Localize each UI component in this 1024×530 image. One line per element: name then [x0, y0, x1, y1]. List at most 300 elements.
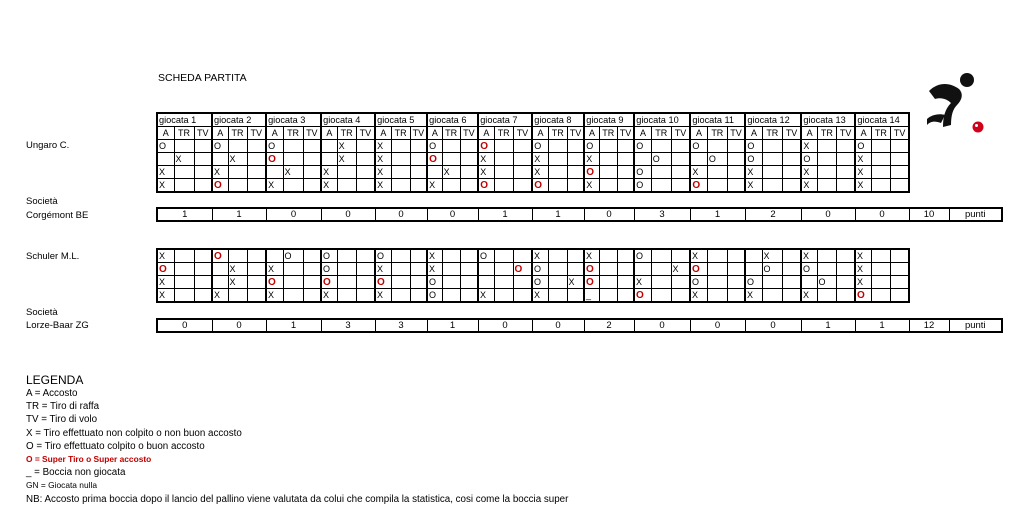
shot-cell: O: [157, 263, 174, 276]
shot-cell: [410, 263, 427, 276]
shot-cell: [599, 140, 617, 153]
shot-cell: [494, 166, 513, 179]
shot-cell: [671, 289, 690, 303]
shot-cell: X: [157, 179, 174, 193]
shot-cell: [410, 166, 427, 179]
shot-cell: [460, 166, 478, 179]
shot-cell: [890, 276, 909, 289]
shot-cell: [247, 153, 266, 166]
shot-cell: [478, 263, 494, 276]
shot-cell: X: [212, 289, 228, 303]
shot-cell: [817, 249, 836, 263]
shot-cell: [494, 263, 513, 276]
shot-cell: [567, 289, 584, 303]
shot-cell: [871, 153, 890, 166]
game-score: 0: [801, 208, 855, 221]
shot-cell: [337, 249, 356, 263]
game-header: giocata 4: [321, 113, 375, 127]
shot-cell: [871, 263, 890, 276]
shot-cell: [871, 179, 890, 193]
club-label: Società: [26, 196, 58, 207]
shot-cell: [174, 263, 194, 276]
game-header: giocata 9: [584, 113, 634, 127]
shot-cell: [321, 140, 337, 153]
shot-cell: [410, 153, 427, 166]
shot-cell: [651, 249, 671, 263]
shot-cell: [548, 263, 567, 276]
shot-cell: [836, 153, 855, 166]
shot-cell: [513, 289, 532, 303]
shot-cell: X: [584, 249, 599, 263]
shot-cell: [617, 179, 634, 193]
shot-cell: X: [478, 289, 494, 303]
shot-cell: [494, 249, 513, 263]
shot-cell: O: [532, 179, 548, 193]
game-header: giocata 8: [532, 113, 584, 127]
shot-cell: [303, 263, 321, 276]
shot-cell: [727, 140, 745, 153]
shot-cell: [762, 153, 782, 166]
shot-cell: [617, 276, 634, 289]
shot-type-header: TR: [337, 127, 356, 140]
shot-cell: [391, 140, 410, 153]
shot-cell: [890, 166, 909, 179]
shot-cell: [194, 249, 212, 263]
shot-cell: [836, 166, 855, 179]
game-score: 0: [266, 208, 321, 221]
shot-cell: [194, 140, 212, 153]
shot-cell: [337, 289, 356, 303]
shot-cell: [651, 276, 671, 289]
shot-cell: [194, 153, 212, 166]
shot-cell: [567, 179, 584, 193]
shot-cell: [634, 153, 651, 166]
shot-cell: O: [212, 140, 228, 153]
shot-cell: [599, 263, 617, 276]
shot-cell: [460, 263, 478, 276]
shot-type-header: TV: [513, 127, 532, 140]
game-header: giocata 14: [855, 113, 909, 127]
shot-cell: X: [212, 166, 228, 179]
shot-cell: O: [690, 276, 707, 289]
legend-super: O = Super Tiro o Super accosto: [26, 454, 152, 465]
shot-type-header: TR: [283, 127, 303, 140]
shot-cell: [157, 153, 174, 166]
shot-cell: O: [634, 166, 651, 179]
shot-cell: [194, 263, 212, 276]
shot-cell: X: [745, 179, 762, 193]
shot-cell: X: [567, 276, 584, 289]
shot-cell: X: [228, 153, 247, 166]
shot-cell: [782, 140, 801, 153]
shot-cell: X: [337, 153, 356, 166]
shot-cell: [782, 153, 801, 166]
shot-cell: [356, 179, 375, 193]
shot-cell: O: [532, 263, 548, 276]
legend-line: A = Accosto: [26, 388, 78, 399]
shot-cell: O: [513, 263, 532, 276]
shot-cell: [651, 289, 671, 303]
shot-cell: [836, 179, 855, 193]
shot-cell: [567, 263, 584, 276]
shot-type-header: TV: [247, 127, 266, 140]
shot-cell: [707, 179, 727, 193]
shot-cell: [283, 179, 303, 193]
shot-cell: [548, 179, 567, 193]
shot-cell: [337, 166, 356, 179]
shot-cell: [567, 166, 584, 179]
shot-type-header: TV: [727, 127, 745, 140]
shot-cell: [567, 153, 584, 166]
shot-cell: [651, 179, 671, 193]
shot-cell: X: [855, 263, 871, 276]
shot-type-header: TV: [410, 127, 427, 140]
shot-cell: [247, 249, 266, 263]
game-header: giocata 3: [266, 113, 321, 127]
shot-type-header: A: [634, 127, 651, 140]
shot-type-header: TV: [671, 127, 690, 140]
game-score: 1: [212, 208, 266, 221]
game-score: 0: [375, 208, 427, 221]
shot-type-header: TV: [890, 127, 909, 140]
shot-cell: [460, 179, 478, 193]
shot-cell: [617, 263, 634, 276]
shot-type-header: TV: [836, 127, 855, 140]
shot-cell: [745, 263, 762, 276]
shot-cell: X: [855, 153, 871, 166]
shot-cell: [651, 140, 671, 153]
legend-void-ball: _ = Boccia non giocata: [26, 467, 126, 479]
shot-cell: O: [745, 276, 762, 289]
shot-cell: [410, 276, 427, 289]
shot-cell: [494, 276, 513, 289]
shot-cell: X: [478, 153, 494, 166]
shot-cell: X: [427, 249, 442, 263]
legend-line: TV = Tiro di volo: [26, 414, 98, 426]
shot-cell: [513, 249, 532, 263]
shot-cell: [442, 276, 460, 289]
shot-cell: O: [651, 153, 671, 166]
shot-cell: [228, 289, 247, 303]
shot-cell: [671, 166, 690, 179]
shot-cell: [671, 153, 690, 166]
shot-cell: [212, 153, 228, 166]
legend-note: NB: Accosto prima boccia dopo il lancio del pallino viene valutata da colui che compila la statistica, cosi come la boccia super: [26, 493, 569, 505]
shot-cell: O: [855, 140, 871, 153]
shot-cell: [782, 179, 801, 193]
shot-cell: X: [442, 166, 460, 179]
game-score: 3: [321, 319, 375, 332]
shot-cell: X: [532, 289, 548, 303]
shot-type-header: TV: [356, 127, 375, 140]
shot-cell: [303, 153, 321, 166]
shot-cell: [599, 249, 617, 263]
shot-cell: [890, 249, 909, 263]
shot-cell: X: [634, 276, 651, 289]
shot-cell: [266, 166, 283, 179]
shot-cell: [212, 276, 228, 289]
shot-cell: O: [375, 276, 391, 289]
shot-cell: X: [801, 166, 817, 179]
shot-cell: [817, 166, 836, 179]
game-score: 0: [690, 319, 745, 332]
shot-cell: O: [266, 140, 283, 153]
shot-cell: [634, 263, 651, 276]
shot-cell: O: [584, 166, 599, 179]
game-score: 0: [321, 208, 375, 221]
shot-cell: X: [266, 179, 283, 193]
shot-cell: [337, 179, 356, 193]
shot-cell: [337, 263, 356, 276]
shot-cell: X: [855, 179, 871, 193]
shot-cell: [460, 249, 478, 263]
shot-cell: X: [157, 249, 174, 263]
shot-cell: [228, 140, 247, 153]
shot-cell: X: [228, 276, 247, 289]
shot-cell: [817, 289, 836, 303]
shot-cell: [871, 140, 890, 153]
shot-cell: [303, 249, 321, 263]
shot-cell: [391, 249, 410, 263]
game-score: 3: [375, 319, 427, 332]
shot-cell: [801, 276, 817, 289]
shot-cell: [567, 249, 584, 263]
shot-type-header: A: [157, 127, 174, 140]
shot-cell: O: [427, 140, 442, 153]
game-score: 1: [266, 319, 321, 332]
shot-cell: [410, 249, 427, 263]
shot-cell: [427, 166, 442, 179]
shot-cell: [782, 249, 801, 263]
shot-cell: [599, 166, 617, 179]
shot-cell: O: [745, 153, 762, 166]
shot-cell: O: [532, 140, 548, 153]
game-score: 2: [584, 319, 634, 332]
shot-cell: [727, 166, 745, 179]
shot-cell: X: [671, 263, 690, 276]
shot-cell: [194, 289, 212, 303]
shot-cell: [513, 276, 532, 289]
shot-type-header: A: [745, 127, 762, 140]
game-score: 0: [427, 208, 478, 221]
shot-cell: [548, 276, 567, 289]
shot-cell: [671, 249, 690, 263]
shot-cell: [228, 179, 247, 193]
shot-cell: [548, 140, 567, 153]
shot-cell: [651, 166, 671, 179]
game-header: giocata 6: [427, 113, 478, 127]
shot-cell: [303, 140, 321, 153]
shot-cell: X: [801, 140, 817, 153]
shot-cell: O: [745, 140, 762, 153]
shot-cell: [337, 276, 356, 289]
shot-cell: O: [212, 249, 228, 263]
totals-row: [156, 318, 1003, 333]
game-header: giocata 10: [634, 113, 690, 127]
game-score: 0: [212, 319, 266, 332]
shot-cell: O: [478, 249, 494, 263]
game-score: 2: [745, 208, 801, 221]
shot-cell: [410, 179, 427, 193]
shot-cell: [599, 153, 617, 166]
shot-cell: O: [427, 276, 442, 289]
game-header: giocata 2: [212, 113, 266, 127]
shot-cell: X: [266, 263, 283, 276]
shot-cell: [194, 166, 212, 179]
shot-cell: [707, 276, 727, 289]
game-score: 0: [855, 208, 909, 221]
shot-cell: [194, 179, 212, 193]
shot-cell: [782, 263, 801, 276]
shot-cell: X: [690, 166, 707, 179]
shot-cell: [871, 276, 890, 289]
shot-cell: X: [745, 289, 762, 303]
total-label: punti: [949, 208, 1002, 221]
shot-type-header: A: [266, 127, 283, 140]
shot-cell: X: [375, 140, 391, 153]
shot-cell: O: [478, 179, 494, 193]
shot-cell: [442, 289, 460, 303]
shot-cell: X: [266, 289, 283, 303]
shot-cell: [303, 179, 321, 193]
total-label: punti: [949, 319, 1002, 332]
shot-cell: [727, 153, 745, 166]
shot-cell: O: [584, 140, 599, 153]
shot-cell: [494, 140, 513, 153]
shot-cell: [356, 166, 375, 179]
shot-cell: O: [690, 179, 707, 193]
shot-type-header: TR: [707, 127, 727, 140]
shot-cell: [303, 289, 321, 303]
shot-type-header: TR: [651, 127, 671, 140]
shot-cell: X: [801, 179, 817, 193]
shot-cell: O: [157, 140, 174, 153]
shot-cell: X: [337, 140, 356, 153]
shot-cell: [817, 153, 836, 166]
shot-cell: [478, 276, 494, 289]
shot-cell: [513, 140, 532, 153]
shot-cell: [494, 179, 513, 193]
shot-cell: X: [762, 249, 782, 263]
shot-cell: [391, 263, 410, 276]
shot-cell: [283, 276, 303, 289]
shot-cell: X: [478, 166, 494, 179]
shot-cell: _: [584, 289, 599, 303]
shot-cell: [410, 140, 427, 153]
shot-cell: [707, 263, 727, 276]
shot-cell: [617, 166, 634, 179]
shot-cell: [283, 140, 303, 153]
shot-cell: [442, 263, 460, 276]
shot-cell: [247, 140, 266, 153]
total-score: 10: [909, 208, 949, 221]
game-score: 3: [634, 208, 690, 221]
club-name: Corgémont BE: [26, 210, 89, 221]
shot-cell: [617, 289, 634, 303]
shot-cell: [410, 289, 427, 303]
shot-cell: [460, 289, 478, 303]
legend-heading: LEGENDA: [26, 373, 84, 387]
shot-type-header: A: [801, 127, 817, 140]
bocce-player-logo-icon: [921, 69, 989, 137]
shot-cell: [356, 140, 375, 153]
shot-cell: X: [745, 166, 762, 179]
game-header: giocata 5: [375, 113, 427, 127]
shot-cell: [727, 289, 745, 303]
shot-cell: [782, 289, 801, 303]
game-score: 1: [532, 208, 584, 221]
shot-cell: X: [855, 249, 871, 263]
shot-cell: X: [584, 179, 599, 193]
shot-cell: [247, 166, 266, 179]
shot-cell: [228, 166, 247, 179]
shot-cell: [617, 140, 634, 153]
shot-cell: [727, 276, 745, 289]
shot-cell: [391, 166, 410, 179]
shot-cell: X: [690, 249, 707, 263]
shot-cell: [174, 276, 194, 289]
shot-type-header: A: [690, 127, 707, 140]
shot-cell: [174, 140, 194, 153]
shot-cell: [442, 179, 460, 193]
shot-cell: [762, 289, 782, 303]
shot-type-header: A: [427, 127, 442, 140]
shot-cell: [617, 249, 634, 263]
shot-cell: O: [321, 276, 337, 289]
shot-cell: O: [375, 249, 391, 263]
player-name: Schuler M.L.: [26, 251, 80, 262]
shot-cell: [548, 153, 567, 166]
shot-cell: [494, 289, 513, 303]
shot-cell: O: [707, 153, 727, 166]
shot-type-header: TR: [442, 127, 460, 140]
shot-cell: [266, 249, 283, 263]
shot-type-header: TR: [599, 127, 617, 140]
shot-cell: [247, 289, 266, 303]
shot-cell: O: [762, 263, 782, 276]
shot-type-header: A: [855, 127, 871, 140]
shot-cell: [494, 153, 513, 166]
shot-cell: [283, 263, 303, 276]
shot-cell: [303, 276, 321, 289]
shot-cell: O: [427, 153, 442, 166]
legend-line: TR = Tiro di raffa: [26, 401, 100, 413]
shot-cell: [548, 249, 567, 263]
shot-cell: [228, 249, 247, 263]
shot-cell: [890, 289, 909, 303]
shot-cell: [690, 153, 707, 166]
shot-cell: [871, 289, 890, 303]
club-label: Società: [26, 307, 58, 318]
shot-cell: [671, 276, 690, 289]
shot-cell: X: [375, 179, 391, 193]
shot-cell: O: [266, 276, 283, 289]
shot-cell: [460, 276, 478, 289]
game-header: giocata 11: [690, 113, 745, 127]
game-score: 1: [690, 208, 745, 221]
shot-cell: [442, 249, 460, 263]
legend: [26, 373, 568, 506]
shot-cell: [871, 249, 890, 263]
shot-type-header: TR: [548, 127, 567, 140]
game-score: 1: [427, 319, 478, 332]
game-header: giocata 7: [478, 113, 532, 127]
shot-cell: [513, 179, 532, 193]
shot-type-header: TV: [782, 127, 801, 140]
shot-cell: [707, 166, 727, 179]
shot-cell: [174, 289, 194, 303]
shot-type-header: TV: [303, 127, 321, 140]
